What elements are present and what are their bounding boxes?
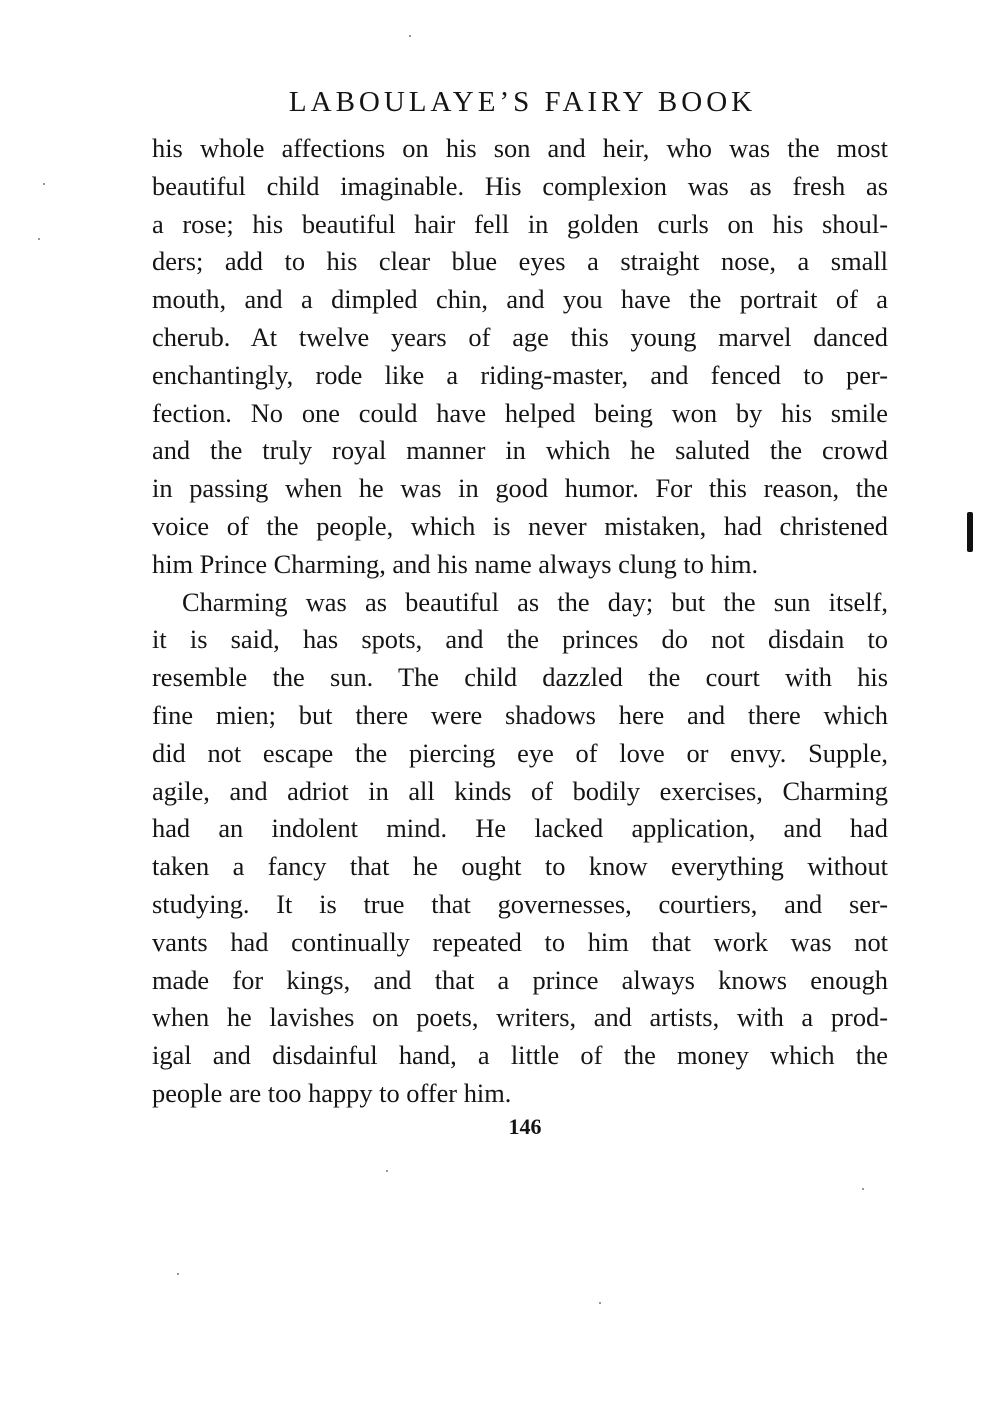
text-line: in passing when he was in good humor. For this reason, the [152,473,888,504]
text-line: mouth, and a dimpled chin, and you have the portrait of a [152,284,888,315]
text-line: beautiful child imaginable. His complexion was as fresh as [152,170,888,201]
scan-speck [43,183,45,185]
text-line: did not escape the piercing eye of love or envy. Supple, [152,737,888,768]
text-line: people are too happy to offer him. [152,1077,512,1108]
paragraph-2 [152,584,888,1113]
text-line: had an indolent mind. He lacked application, and had [152,813,888,844]
text-line: ders; add to his clear blue eyes a straight nose, a small [152,246,888,277]
text-line: agile, and adriot in all kinds of bodily exercises, Charming [152,775,888,806]
scan-speck [177,1273,179,1275]
text-line: Charming was as beautiful as the day; but the sun itself, [182,586,888,617]
scan-speck [38,238,40,240]
text-line: and the truly royal manner in which he saluted the crowd [152,435,888,466]
text-line: made for kings, and that a prince always knows enough [152,964,888,995]
text-line: taken a fancy that he ought to know everything without [152,851,888,882]
text-line: it is said, has spots, and the princes do not disdain to [152,624,888,655]
text-line: him Prince Charming, and his name always clung to him. [152,548,759,579]
scan-speck [862,1188,864,1190]
scan-speck [409,35,411,37]
text-line: studying. It is true that governesses, courtiers, and ser- [152,888,888,919]
paragraph-1 [152,130,888,584]
scan-speck [386,1170,388,1172]
text-line: cherub. At twelve years of age this young marvel danced [152,321,888,352]
text-line: igal and disdainful hand, a little of the money which the [152,1040,888,1071]
scan-speck [599,1302,601,1304]
text-line: his whole affections on his son and heir, who was the most [152,133,888,163]
page-number: 146 [508,1114,542,1139]
text-line: a rose; his beautiful hair fell in golden curls on his shoul- [152,208,888,239]
body-text [152,130,888,1113]
text-line: enchantingly, rode like a riding-master, and fenced to per- [152,359,888,390]
text-line: fection. No one could have helped being won by his smile [152,397,888,428]
margin-mark [967,512,973,552]
text-line: when he lavishes on poets, writers, and artists, with a prod- [152,1002,888,1033]
text-line: vants had continually repeated to him that work was not [152,926,888,957]
text-line: fine mien; but there were shadows here and there which [152,699,888,730]
text-line: voice of the people, which is never mistaken, had christened [152,510,888,541]
running-title: LABOULAYE’S FAIRY BOOK [288,86,757,118]
text-line: resemble the sun. The child dazzled the court with his [152,662,888,693]
